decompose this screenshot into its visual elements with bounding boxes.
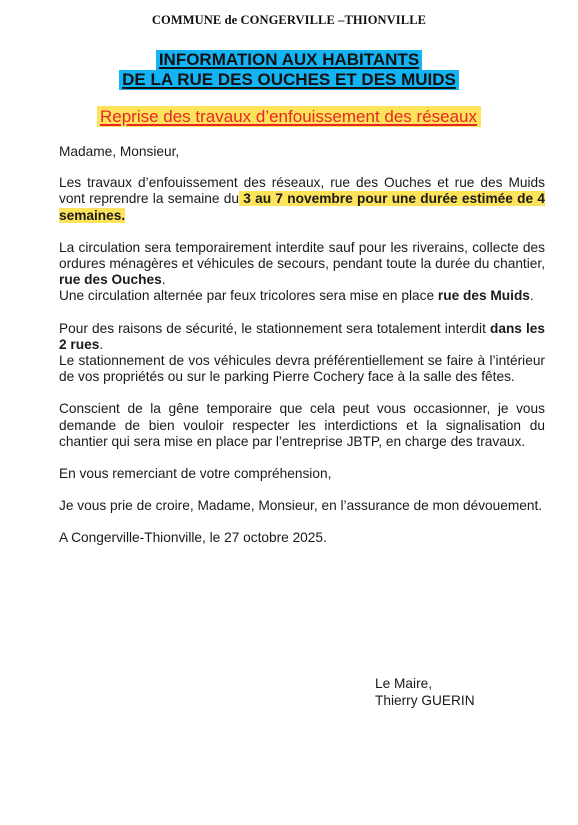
parking-ban-bold: dans les 2 rues (59, 320, 546, 352)
street-ouches: rue des Ouches (59, 272, 162, 288)
signature-block (375, 676, 475, 709)
document-subtitle: Reprise des travaux d’enfouissement des réseaux (97, 106, 481, 127)
street-muids: rue des Muids (437, 288, 530, 304)
works-text: Les travaux d’enfouissement des réseaux, rue des Ouches et rue des Muids vont reprendre la semaine du (59, 175, 545, 207)
paragraph-alternating (59, 288, 545, 304)
alternating-end: . (529, 288, 534, 304)
paragraph-thanks: En vous remerciant de votre compréhension, (59, 466, 332, 482)
paragraph-traffic (59, 240, 545, 289)
traffic-end: . (161, 272, 166, 288)
parking-ban-end: . (99, 336, 104, 352)
traffic-text: La circulation sera temporairement interdite sauf pour les riverains, collecte des ordures ménagères et véhicules de secours, pendant toute la durée du chantier, (59, 239, 545, 272)
paragraph-apology: Conscient de la gêne temporaire que cela peut vous occasionner, je vous demande de bien vouloir respecter les interdictions et la signalisation du chantier qui sera mise en place par l’entreprise JBTP, en charge des travaux. (59, 401, 545, 449)
parking-ban-text: Pour des raisons de sécurité, le stationnement sera totalement interdit (59, 320, 486, 336)
title-line-1: INFORMATION AUX HABITANTS (156, 50, 422, 70)
document-title (0, 50, 578, 90)
paragraph-closing: Je vous prie de croire, Madame, Monsieur, en l’assurance de mon dévouement. (59, 498, 543, 514)
paragraph-parking-ban (59, 321, 545, 353)
subtitle-container (0, 106, 578, 127)
signer-name: Thierry GUERIN (375, 692, 475, 708)
place-date: A Congerville-Thionville, le 27 octobre 2025. (59, 530, 327, 546)
salutation: Madame, Monsieur, (59, 144, 180, 159)
letter-body (59, 144, 545, 547)
works-dates-highlight: 3 au 7 novembre pour une durée estimée de 4 semaines. (59, 191, 545, 223)
paragraph-works (59, 175, 545, 224)
commune-header: COMMUNE de CONGERVILLE –THIONVILLE (151, 13, 427, 27)
paragraph-parking-advice: Le stationnement de vos véhicules devra préférentiellement se faire à l’intérieur de vos propriétés ou sur le parking Pierre Cochery face à la salle des fêtes. (59, 353, 545, 385)
alternating-text: Une circulation alternée par feux tricolores sera mise en place (59, 288, 435, 304)
title-line-2: DE LA RUE DES OUCHES ET DES MUIDS (119, 70, 459, 90)
signer-title: Le Maire, (375, 676, 433, 691)
